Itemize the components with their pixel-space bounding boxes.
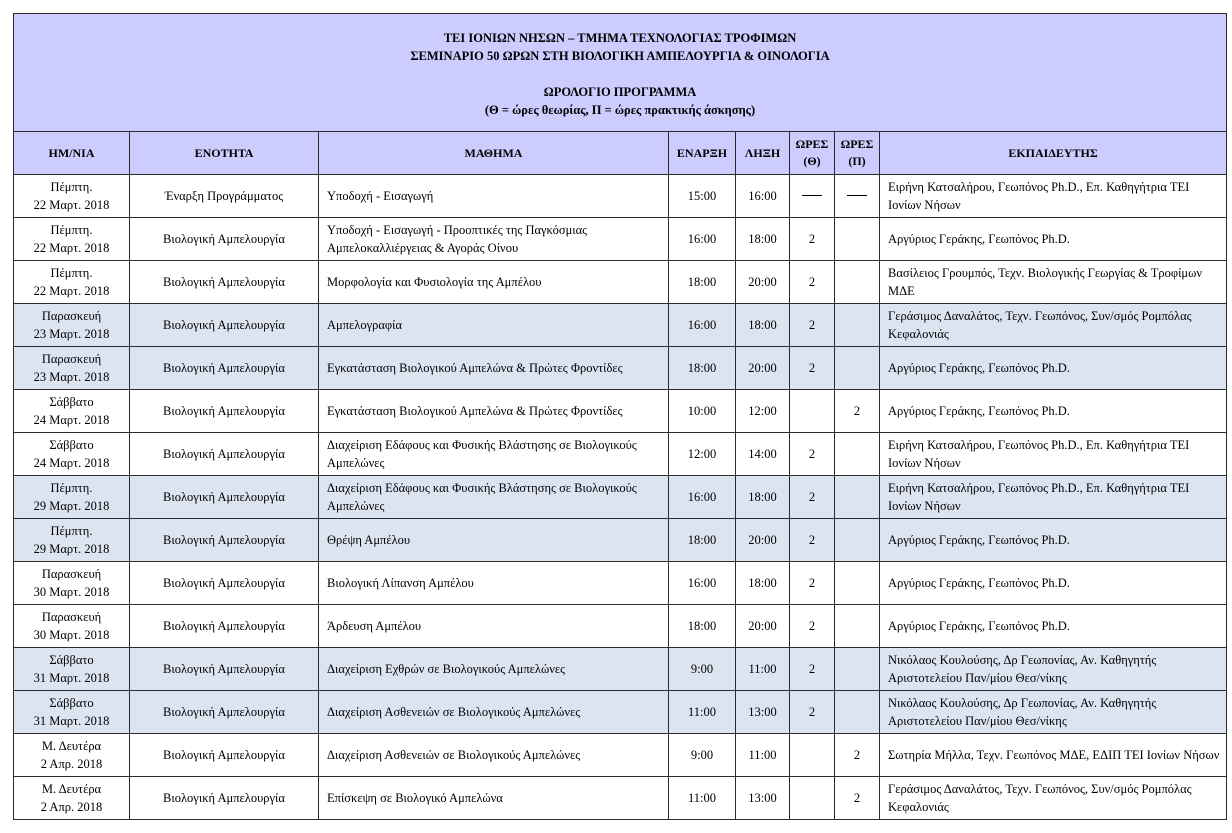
col-header-unit: ΕΝΟΤΗΤΑ xyxy=(130,132,319,175)
theory-hours-cell xyxy=(790,347,835,390)
weekday: Σάββατο xyxy=(49,395,94,409)
start-time-cell: 18:00 xyxy=(669,347,736,390)
theory-hours-cell xyxy=(790,777,835,820)
date-value: 29 Μαρτ. 2018 xyxy=(33,542,110,556)
date-value: 30 Μαρτ. 2018 xyxy=(33,585,110,599)
col-header-teacher: ΕΚΠΑΙΔΕΥΤΗΣ xyxy=(880,132,1227,175)
col-header-hours-theory xyxy=(790,132,835,175)
teacher-cell: Βασίλειος Γρουμπός, Τεχν. Βιολογικής Γεωργίας & Τροφίμων ΜΔΕ xyxy=(880,261,1227,304)
teacher-cell: Γεράσιμος Δαναλάτος, Τεχν. Γεωπόνος, Συν/σμός Ρομπόλας Κεφαλονιάς xyxy=(880,304,1227,347)
end-time-cell: 13:00 xyxy=(736,691,790,734)
unit-cell: Βιολογική Αμπελουργία xyxy=(130,304,319,347)
weekday: Παρασκευή xyxy=(41,352,102,366)
weekday: Πέμπτη. xyxy=(50,180,93,194)
date-cell xyxy=(14,390,130,433)
date-cell xyxy=(14,261,130,304)
weekday: Πέμπτη. xyxy=(50,266,93,280)
theory-hours-value: 2 xyxy=(808,361,816,375)
col-header-lesson: ΜΑΘΗΜΑ xyxy=(319,132,669,175)
column-header-row xyxy=(14,132,1227,175)
practice-hours-cell xyxy=(835,648,880,691)
unit-cell: Βιολογική Αμπελουργία xyxy=(130,519,319,562)
theory-hours-value: 2 xyxy=(808,275,816,289)
practice-hours-cell xyxy=(835,433,880,476)
start-time-cell: 16:00 xyxy=(669,562,736,605)
weekday: Σάββατο xyxy=(49,438,94,452)
weekday: Μ. Δευτέρα xyxy=(41,782,102,796)
practice-hours-cell xyxy=(835,691,880,734)
lesson-cell: Μορφολογία και Φυσιολογία της Αμπέλου xyxy=(319,261,669,304)
date-cell xyxy=(14,777,130,820)
col-header-end: ΛΗΞΗ xyxy=(736,132,790,175)
unit-cell: Βιολογική Αμπελουργία xyxy=(130,562,319,605)
practice-hours-cell xyxy=(835,347,880,390)
start-time-cell: 9:00 xyxy=(669,734,736,777)
table-row xyxy=(14,605,1227,648)
date-value: 22 Μαρτ. 2018 xyxy=(33,241,110,255)
lesson-cell: Άρδευση Αμπέλου xyxy=(319,605,669,648)
date-value: 2 Απρ. 2018 xyxy=(40,800,103,814)
table-row xyxy=(14,304,1227,347)
weekday: Πέμπτη. xyxy=(50,223,93,237)
date-cell xyxy=(14,218,130,261)
weekday: Μ. Δευτέρα xyxy=(41,739,102,753)
date-value: 24 Μαρτ. 2018 xyxy=(33,413,110,427)
practice-hours-cell xyxy=(835,605,880,648)
table-row xyxy=(14,175,1227,218)
date-cell xyxy=(14,519,130,562)
theory-hours-cell xyxy=(790,734,835,777)
theory-hours-value: 2 xyxy=(808,533,816,547)
teacher-cell: Αργύριος Γεράκης, Γεωπόνος Ph.D. xyxy=(880,347,1227,390)
table-row xyxy=(14,691,1227,734)
theory-hours-value: 2 xyxy=(808,662,816,676)
practice-hours-value: 2 xyxy=(853,404,861,418)
practice-hours-cell xyxy=(835,519,880,562)
unit-cell: Βιολογική Αμπελουργία xyxy=(130,261,319,304)
end-time-cell: 18:00 xyxy=(736,562,790,605)
weekday: Παρασκευή xyxy=(41,567,102,581)
unit-cell: Βιολογική Αμπελουργία xyxy=(130,433,319,476)
end-time-cell: 11:00 xyxy=(736,734,790,777)
schedule-document xyxy=(13,13,1226,820)
teacher-cell: Αργύριος Γεράκης, Γεωπόνος Ph.D. xyxy=(880,562,1227,605)
unit-cell: Βιολογική Αμπελουργία xyxy=(130,390,319,433)
date-value: 31 Μαρτ. 2018 xyxy=(33,671,110,685)
end-time-cell: 20:00 xyxy=(736,605,790,648)
start-time-cell: 16:00 xyxy=(669,218,736,261)
theory-hours-value: 2 xyxy=(808,318,816,332)
teacher-cell: Ειρήνη Κατσαλήρου, Γεωπόνος Ph.D., Επ. Καθηγήτρια ΤΕΙ Ιονίων Νήσων xyxy=(880,433,1227,476)
schedule-body xyxy=(14,175,1227,820)
table-row xyxy=(14,519,1227,562)
practice-hours-cell xyxy=(835,304,880,347)
start-time-cell: 16:00 xyxy=(669,476,736,519)
date-cell xyxy=(14,175,130,218)
unit-cell: Βιολογική Αμπελουργία xyxy=(130,605,319,648)
theory-hours-cell xyxy=(790,519,835,562)
lesson-cell: Υποδοχή - Εισαγωγή xyxy=(319,175,669,218)
practice-hours-cell xyxy=(835,175,880,218)
lesson-cell: Διαχείριση Εδάφους και Φυσικής Βλάστησης σε Βιολογικούς Αμπελώνες xyxy=(319,433,669,476)
col-header-start: ΕΝΑΡΞΗ xyxy=(669,132,736,175)
end-time-cell: 11:00 xyxy=(736,648,790,691)
date-value: 23 Μαρτ. 2018 xyxy=(33,327,110,341)
theory-hours-value: 2 xyxy=(808,232,816,246)
date-value: 30 Μαρτ. 2018 xyxy=(33,628,110,642)
unit-cell: Βιολογική Αμπελουργία xyxy=(130,648,319,691)
table-row xyxy=(14,648,1227,691)
unit-cell: Βιολογική Αμπελουργία xyxy=(130,734,319,777)
lesson-cell: Υποδοχή - Εισαγωγή - Προοπτικές της Παγκόσμιας Αμπελοκαλλιέργειας & Αγοράς Οίνου xyxy=(319,218,669,261)
date-value: 23 Μαρτ. 2018 xyxy=(33,370,110,384)
end-time-cell: 13:00 xyxy=(736,777,790,820)
practice-hours-cell xyxy=(835,218,880,261)
teacher-cell: Ειρήνη Κατσαλήρου, Γεωπόνος Ph.D., Επ. Καθηγήτρια ΤΕΙ Ιονίων Νήσων xyxy=(880,175,1227,218)
theory-hours-value: 2 xyxy=(808,576,816,590)
date-cell xyxy=(14,691,130,734)
lesson-cell: Θρέψη Αμπέλου xyxy=(319,519,669,562)
practice-hours-cell xyxy=(835,390,880,433)
table-row xyxy=(14,777,1227,820)
date-value: 29 Μαρτ. 2018 xyxy=(33,499,110,513)
start-time-cell: 18:00 xyxy=(669,261,736,304)
start-time-cell: 15:00 xyxy=(669,175,736,218)
col-header-hours-practice-line2: (Π) xyxy=(848,154,866,168)
legend-note: (Θ = ώρες θεωρίας, Π = ώρες πρακτικής άσκησης) xyxy=(484,102,756,117)
lesson-cell: Εγκατάσταση Βιολογικού Αμπελώνα & Πρώτες Φροντίδες xyxy=(319,390,669,433)
start-time-cell: 9:00 xyxy=(669,648,736,691)
table-row xyxy=(14,347,1227,390)
end-time-cell: 16:00 xyxy=(736,175,790,218)
unit-cell: Βιολογική Αμπελουργία xyxy=(130,691,319,734)
date-value: 24 Μαρτ. 2018 xyxy=(33,456,110,470)
weekday: Πέμπτη. xyxy=(50,524,93,538)
theory-hours-cell xyxy=(790,304,835,347)
teacher-cell: Γεράσιμος Δαναλάτος, Τεχν. Γεωπόνος, Συν/σμός Ρομπόλας Κεφαλονιάς xyxy=(880,777,1227,820)
teacher-cell: Νικόλαος Κουλούσης, Δρ Γεωπονίας, Αν. Καθηγητής Αριστοτελείου Παν/μίου Θεσ/νίκης xyxy=(880,648,1227,691)
col-header-hours-practice xyxy=(835,132,880,175)
date-cell xyxy=(14,433,130,476)
date-cell xyxy=(14,562,130,605)
table-row xyxy=(14,261,1227,304)
theory-hours-value: 2 xyxy=(808,705,816,719)
unit-cell: Βιολογική Αμπελουργία xyxy=(130,347,319,390)
unit-cell: Έναρξη Προγράμματος xyxy=(130,175,319,218)
practice-hours-cell xyxy=(835,777,880,820)
start-time-cell: 11:00 xyxy=(669,691,736,734)
practice-hours-cell xyxy=(835,476,880,519)
lesson-cell: Διαχείριση Εδάφους και Φυσικής Βλάστησης σε Βιολογικούς Αμπελώνες xyxy=(319,476,669,519)
theory-hours-cell xyxy=(790,433,835,476)
lesson-cell: Εγκατάσταση Βιολογικού Αμπελώνα & Πρώτες Φροντίδες xyxy=(319,347,669,390)
theory-hours-cell xyxy=(790,476,835,519)
teacher-cell: Αργύριος Γεράκης, Γεωπόνος Ph.D. xyxy=(880,519,1227,562)
start-time-cell: 10:00 xyxy=(669,390,736,433)
theory-hours-cell xyxy=(790,175,835,218)
theory-hours-cell xyxy=(790,562,835,605)
theory-hours-value: 2 xyxy=(808,619,816,633)
theory-hours-cell xyxy=(790,218,835,261)
teacher-cell: Αργύριος Γεράκης, Γεωπόνος Ph.D. xyxy=(880,218,1227,261)
start-time-cell: 12:00 xyxy=(669,433,736,476)
end-time-cell: 20:00 xyxy=(736,261,790,304)
weekday: Πέμπτη. xyxy=(50,481,93,495)
empty-dash xyxy=(802,195,822,196)
weekday: Παρασκευή xyxy=(41,309,102,323)
start-time-cell: 18:00 xyxy=(669,605,736,648)
theory-hours-cell xyxy=(790,390,835,433)
date-value: 31 Μαρτ. 2018 xyxy=(33,714,110,728)
end-time-cell: 14:00 xyxy=(736,433,790,476)
teacher-cell: Ειρήνη Κατσαλήρου, Γεωπόνος Ph.D., Επ. Καθηγήτρια ΤΕΙ Ιονίων Νήσων xyxy=(880,476,1227,519)
col-header-date: ΗΜ/ΝΙΑ xyxy=(14,132,130,175)
lesson-cell: Διαχείριση Ασθενειών σε Βιολογικούς Αμπελώνες xyxy=(319,734,669,777)
date-value: 22 Μαρτ. 2018 xyxy=(33,284,110,298)
schedule-header xyxy=(14,14,1227,132)
title-row xyxy=(14,14,1227,132)
weekday: Σάββατο xyxy=(49,696,94,710)
col-header-hours-practice-line1: ΩΡΕΣ xyxy=(840,137,874,151)
date-cell xyxy=(14,476,130,519)
teacher-cell: Νικόλαος Κουλούσης, Δρ Γεωπονίας, Αν. Καθηγητής Αριστοτελείου Παν/μίου Θεσ/νίκης xyxy=(880,691,1227,734)
schedule-table xyxy=(13,13,1227,820)
date-cell xyxy=(14,304,130,347)
lesson-cell: Διαχείριση Ασθενειών σε Βιολογικούς Αμπελώνες xyxy=(319,691,669,734)
end-time-cell: 12:00 xyxy=(736,390,790,433)
theory-hours-cell xyxy=(790,648,835,691)
table-row xyxy=(14,218,1227,261)
start-time-cell: 18:00 xyxy=(669,519,736,562)
table-row xyxy=(14,390,1227,433)
lesson-cell: Επίσκεψη σε Βιολογικό Αμπελώνα xyxy=(319,777,669,820)
practice-hours-cell xyxy=(835,562,880,605)
col-header-hours-theory-line2: (Θ) xyxy=(803,154,821,168)
theory-hours-cell xyxy=(790,605,835,648)
practice-hours-value: 2 xyxy=(853,791,861,805)
col-header-hours-theory-line1: ΩΡΕΣ xyxy=(795,137,829,151)
theory-hours-value: 2 xyxy=(808,447,816,461)
practice-hours-cell xyxy=(835,261,880,304)
date-cell xyxy=(14,648,130,691)
table-row xyxy=(14,734,1227,777)
end-time-cell: 18:00 xyxy=(736,218,790,261)
practice-hours-cell xyxy=(835,734,880,777)
unit-cell: Βιολογική Αμπελουργία xyxy=(130,777,319,820)
table-row xyxy=(14,433,1227,476)
end-time-cell: 18:00 xyxy=(736,304,790,347)
lesson-cell: Αμπελογραφία xyxy=(319,304,669,347)
unit-cell: Βιολογική Αμπελουργία xyxy=(130,476,319,519)
teacher-cell: Σωτηρία Μήλλα, Τεχν. Γεωπόνος ΜΔΕ, ΕΔΙΠ ΤΕΙ Ιονίων Νήσων xyxy=(880,734,1227,777)
end-time-cell: 20:00 xyxy=(736,347,790,390)
empty-dash xyxy=(847,195,867,196)
lesson-cell: Βιολογική Λίπανση Αμπέλου xyxy=(319,562,669,605)
teacher-cell: Αργύριος Γεράκης, Γεωπόνος Ph.D. xyxy=(880,390,1227,433)
end-time-cell: 18:00 xyxy=(736,476,790,519)
teacher-cell: Αργύριος Γεράκης, Γεωπόνος Ph.D. xyxy=(880,605,1227,648)
table-row xyxy=(14,476,1227,519)
end-time-cell: 20:00 xyxy=(736,519,790,562)
theory-hours-cell xyxy=(790,261,835,304)
date-cell xyxy=(14,347,130,390)
theory-hours-cell xyxy=(790,691,835,734)
weekday: Σάββατο xyxy=(49,653,94,667)
unit-cell: Βιολογική Αμπελουργία xyxy=(130,218,319,261)
date-cell xyxy=(14,734,130,777)
lesson-cell: Διαχείριση Εχθρών σε Βιολογικούς Αμπελώνες xyxy=(319,648,669,691)
seminar-title: ΣΕΜΙΝΑΡΙΟ 50 ΩΡΩΝ ΣΤΗ ΒΙΟΛΟΓΙΚΗ ΑΜΠΕΛΟΥΡΓΙΑ & ΟΙΝΟΛΟΓΙΑ xyxy=(410,48,830,63)
date-cell xyxy=(14,605,130,648)
date-value: 22 Μαρτ. 2018 xyxy=(33,198,110,212)
start-time-cell: 16:00 xyxy=(669,304,736,347)
table-row xyxy=(14,562,1227,605)
start-time-cell: 11:00 xyxy=(669,777,736,820)
practice-hours-value: 2 xyxy=(853,748,861,762)
weekday: Παρασκευή xyxy=(41,610,102,624)
institution-title: ΤΕΙ ΙΟΝΙΩΝ ΝΗΣΩΝ – ΤΜΗΜΑ ΤΕΧΝΟΛΟΓΙΑΣ ΤΡΟΦΙΜΩΝ xyxy=(443,30,797,45)
theory-hours-value: 2 xyxy=(808,490,816,504)
timetable-title: ΩΡΟΛΟΓΙΟ ΠΡΟΓΡΑΜΜΑ xyxy=(543,84,697,99)
date-value: 2 Απρ. 2018 xyxy=(40,757,103,771)
